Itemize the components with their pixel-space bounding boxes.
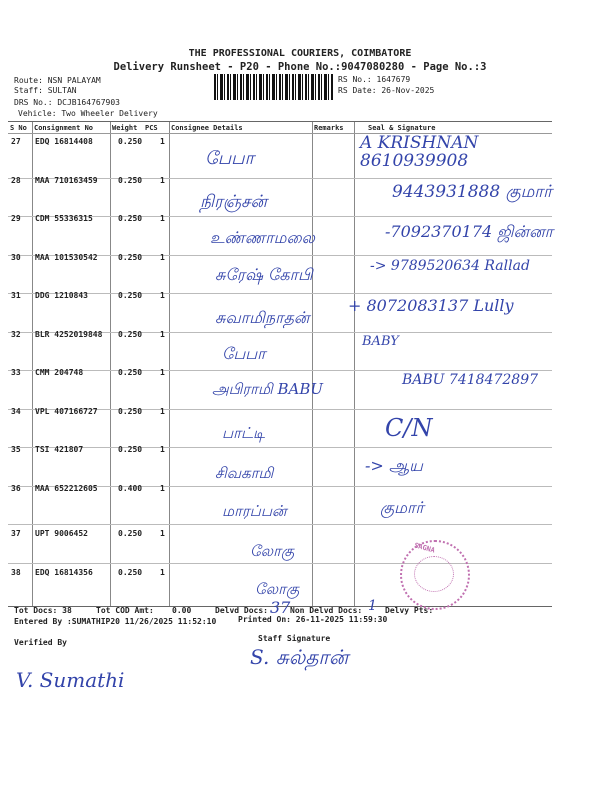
row-sno: 36	[11, 484, 21, 493]
row-pcs: 1	[160, 368, 165, 377]
row-signature: 9443931888 குமார்	[392, 182, 553, 202]
row-weight: 0.250	[118, 568, 143, 577]
row-weight: 0.250	[118, 176, 143, 185]
row-pcs: 1	[160, 330, 165, 339]
row-weight: 0.250	[118, 137, 143, 146]
row-consignee: மாரப்பன்	[222, 502, 287, 520]
row-pcs: 1	[160, 176, 165, 185]
row-sno: 34	[11, 407, 21, 416]
tot-cod-value: 0.00	[172, 606, 192, 615]
col-sno: S No	[10, 124, 27, 132]
row-consignee: சுவாமிநாதன்	[215, 308, 310, 327]
row-weight: 0.250	[118, 445, 143, 454]
row-weight: 0.250	[118, 214, 143, 223]
verifier-signature: V. Sumathi	[16, 668, 125, 692]
col-pcs: PCS	[145, 124, 158, 132]
row-signature: -7092370174 ஜின்னா	[385, 222, 553, 241]
row-sno: 32	[11, 330, 21, 339]
row-consignment: MAA 101530542	[35, 253, 98, 262]
row-weight: 0.250	[118, 253, 143, 262]
row-consignee: லோகு	[250, 542, 295, 560]
row-consignment: EDQ 16814408	[35, 137, 93, 146]
row-consignment: TSI 421807	[35, 445, 84, 454]
row-consignee: அபிராமி BABU	[212, 380, 323, 398]
row-weight: 0.250	[118, 529, 143, 538]
row-consignment: MAA 710163459	[35, 176, 98, 185]
row-pcs: 1	[160, 568, 165, 577]
staff-label: Staff: SULTAN	[14, 86, 77, 95]
staff-signature: S. சுல்தான்	[250, 645, 349, 669]
row-weight: 0.250	[118, 291, 143, 300]
seal-stamp: SAGNA	[400, 540, 470, 610]
col-signature: Seal & Signature	[368, 124, 436, 132]
row-pcs: 1	[160, 484, 165, 493]
printed-on: Printed On: 26-11-2025 11:59:30	[238, 615, 388, 624]
barcode	[214, 74, 333, 100]
row-signature: A KRISHNAN 8610939908	[360, 133, 479, 171]
row-sno: 27	[11, 137, 21, 146]
row-signature: -> ஆய	[365, 456, 423, 475]
row-sno: 30	[11, 253, 21, 262]
route-label: Route: NSN PALAYAM	[14, 76, 101, 85]
row-consignee: லோகு	[255, 580, 300, 598]
staff-signature-label: Staff Signature	[258, 634, 331, 643]
rs-number: RS No.: 1647679	[338, 75, 411, 84]
row-signature: C/N	[385, 414, 433, 442]
row-signature: -> 9789520634 Rallad	[370, 258, 530, 274]
row-consignee: நிரஞ்சன்	[200, 192, 268, 212]
col-remarks: Remarks	[314, 124, 344, 132]
col-consignee: Consignee Details	[171, 124, 243, 132]
row-consignment: EDQ 16814356	[35, 568, 93, 577]
row-pcs: 1	[160, 445, 165, 454]
runsheet-subtitle: Delivery Runsheet - P20 - Phone No.:9047080280 - Page No.:3	[113, 61, 487, 73]
row-pcs: 1	[160, 214, 165, 223]
row-consignee: பாட்டி	[222, 424, 265, 442]
row-sno: 33	[11, 368, 21, 377]
row-pcs: 1	[160, 291, 165, 300]
drs-number: DRS No.: DCJB164767903	[14, 98, 120, 107]
row-consignment: DDG 1210843	[35, 291, 88, 300]
row-sno: 29	[11, 214, 21, 223]
tot-docs: Tot Docs: 38	[14, 606, 72, 615]
row-consignee: சிவகாமி	[215, 464, 274, 482]
row-weight: 0.400	[118, 484, 143, 493]
row-consignee: சுரேஷ் கோபி	[215, 265, 313, 284]
non-delvd-label: Non Delvd Docs:	[290, 606, 363, 615]
row-consignment: MAA 652212605	[35, 484, 98, 493]
row-consignment: CMM 204748	[35, 368, 84, 377]
non-delvd-value: 1	[368, 598, 377, 614]
row-weight: 0.250	[118, 368, 143, 377]
row-signature: BABY	[362, 334, 399, 349]
col-weight: Weight	[112, 124, 138, 132]
row-consignee: உண்ணாமலை	[210, 228, 315, 247]
col-consignment: Consignment No	[34, 124, 94, 132]
row-pcs: 1	[160, 253, 165, 262]
row-sno: 35	[11, 445, 21, 454]
row-weight: 0.250	[118, 330, 143, 339]
verified-by-label: Verified By	[14, 638, 67, 647]
row-sno: 31	[11, 291, 21, 300]
row-signature: BABU 7418472897	[402, 372, 539, 388]
row-sno: 37	[11, 529, 21, 538]
delvd-docs-label: Delvd Docs:	[215, 606, 268, 615]
row-pcs: 1	[160, 137, 165, 146]
row-pcs: 1	[160, 529, 165, 538]
company-title: THE PROFESSIONAL COURIERS, COIMBATORE	[188, 48, 412, 59]
vehicle-label: Vehicle: Two Wheeler Delivery	[18, 109, 158, 118]
row-consignee: பேபா	[222, 344, 266, 363]
tot-cod-label: Tot COD Amt:	[96, 606, 154, 615]
row-consignment: VPL 407166727	[35, 407, 98, 416]
row-weight: 0.250	[118, 407, 143, 416]
row-consignment: BLR 4252019848	[35, 330, 103, 339]
row-consignment: CDM 55336315	[35, 214, 93, 223]
row-sno: 38	[11, 568, 21, 577]
row-signature: + 8072083137 Lully	[348, 296, 514, 315]
row-pcs: 1	[160, 407, 165, 416]
delvd-docs-value: 37	[270, 598, 291, 617]
entered-by: Entered By :SUMATHIP20 11/26/2025 11:52:10	[14, 617, 217, 626]
row-signature: குமார்	[380, 498, 424, 517]
row-consignment: UPT 9006452	[35, 529, 88, 538]
row-consignee: பேபா	[205, 148, 254, 169]
rs-date: RS Date: 26-Nov-2025	[338, 86, 435, 95]
delvy-pts-label: Delvy Pts:	[385, 606, 434, 615]
row-sno: 28	[11, 176, 21, 185]
